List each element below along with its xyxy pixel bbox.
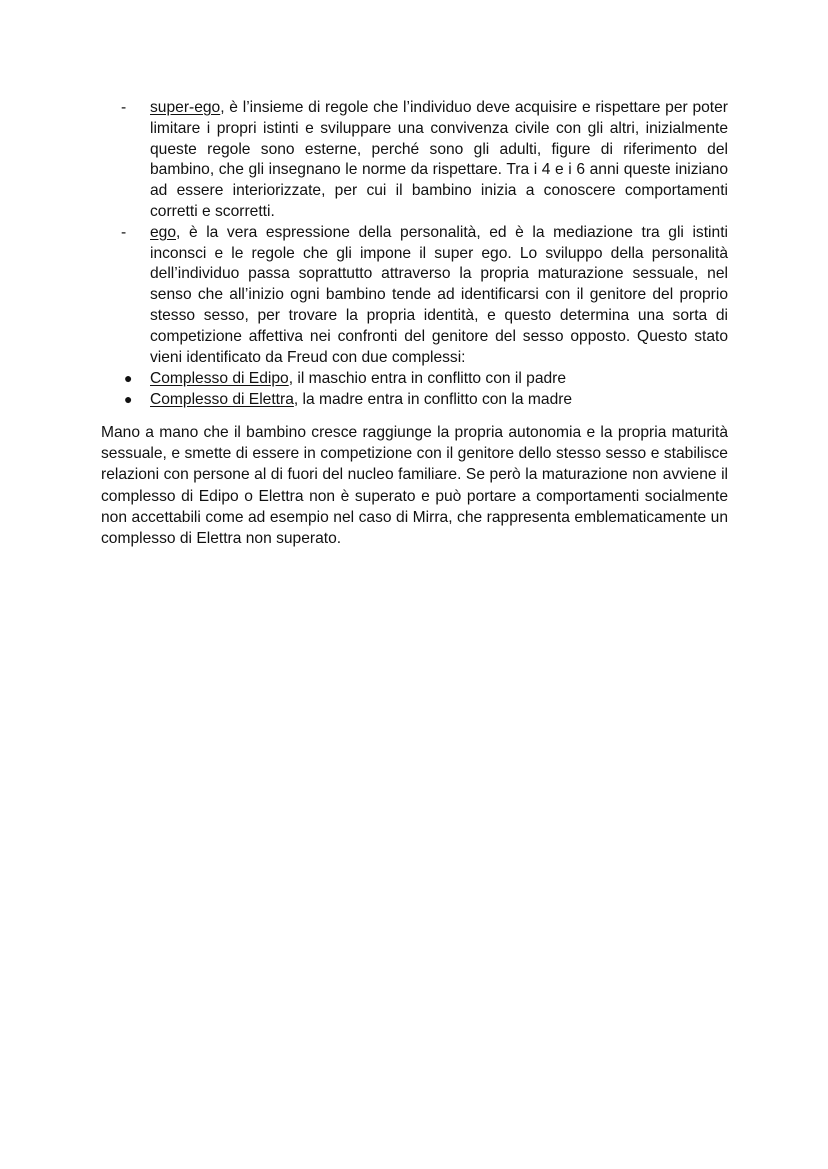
definition-text: , la madre entra in conflitto con la madre [293, 391, 573, 408]
bullet-icon: ● [124, 391, 133, 407]
list-item-elettra [121, 389, 728, 410]
dash-marker: - [121, 99, 127, 116]
bullet-icon: ● [124, 370, 133, 386]
list-item-edipo [121, 368, 728, 389]
definition-text: , è la vera espressione della personalità, ed è la mediazione tra gli istinti inconsci e le regole che gli impone il super ego. Lo sviluppo della personalità dell’individuo passa soprattutto attraverso la propria maturazione sessuale, nel senso che all’inizio ogni bambino tende ad identificarsi con il genitore del proprio stesso sesso, per trovare la propria identità, e questo determina una sorta di competizione affettiva nei confronti del genitore del sesso opposto. Questo stato vieni identificato da Freud con due complessi: [150, 223, 728, 366]
list-item-super-ego [121, 98, 728, 223]
body-paragraph: Mano a mano che il bambino cresce raggiunge la propria autonomia e la propria maturità sessuale, e smette di essere in competizione con il genitore dello stesso sesso e stabilisce relazioni con persone al di fuori del nucleo familiare. Se però la maturazione non avviene il complesso di Edipo o Elettra non è superato e può portare a comportamenti socialmente non accettabili come ad esempio nel caso di Mirra, che rappresenta emblematicamente un complesso di Elettra non superato. [101, 424, 728, 548]
term-ego: ego [150, 223, 177, 241]
bullet-list [121, 368, 728, 410]
list-item-ego [121, 223, 728, 369]
definition-text: , il maschio entra in conflitto con il padre [288, 370, 567, 387]
dash-list [121, 98, 728, 368]
definition-text: , è l’insieme di regole che l’individuo deve acquisire e rispettare per poter limitare i propri istinti e sviluppare una convivenza civile con gli altri, inizialmente queste regole sono esterne, perché sono gli adulti, figure di riferimento del bambino, che gli insegnano le norme da rispettare. Tra i 4 e i 6 anni queste iniziano ad essere interiorizzate, per cui il bambino inizia a conoscere comportamenti corretti e scorretti. [150, 99, 728, 220]
term-complesso-elettra: Complesso di Elettra [150, 391, 294, 408]
term-complesso-edipo: Complesso di Edipo [150, 370, 289, 387]
dash-marker: - [121, 223, 127, 241]
term-super-ego: super-ego [150, 99, 221, 116]
